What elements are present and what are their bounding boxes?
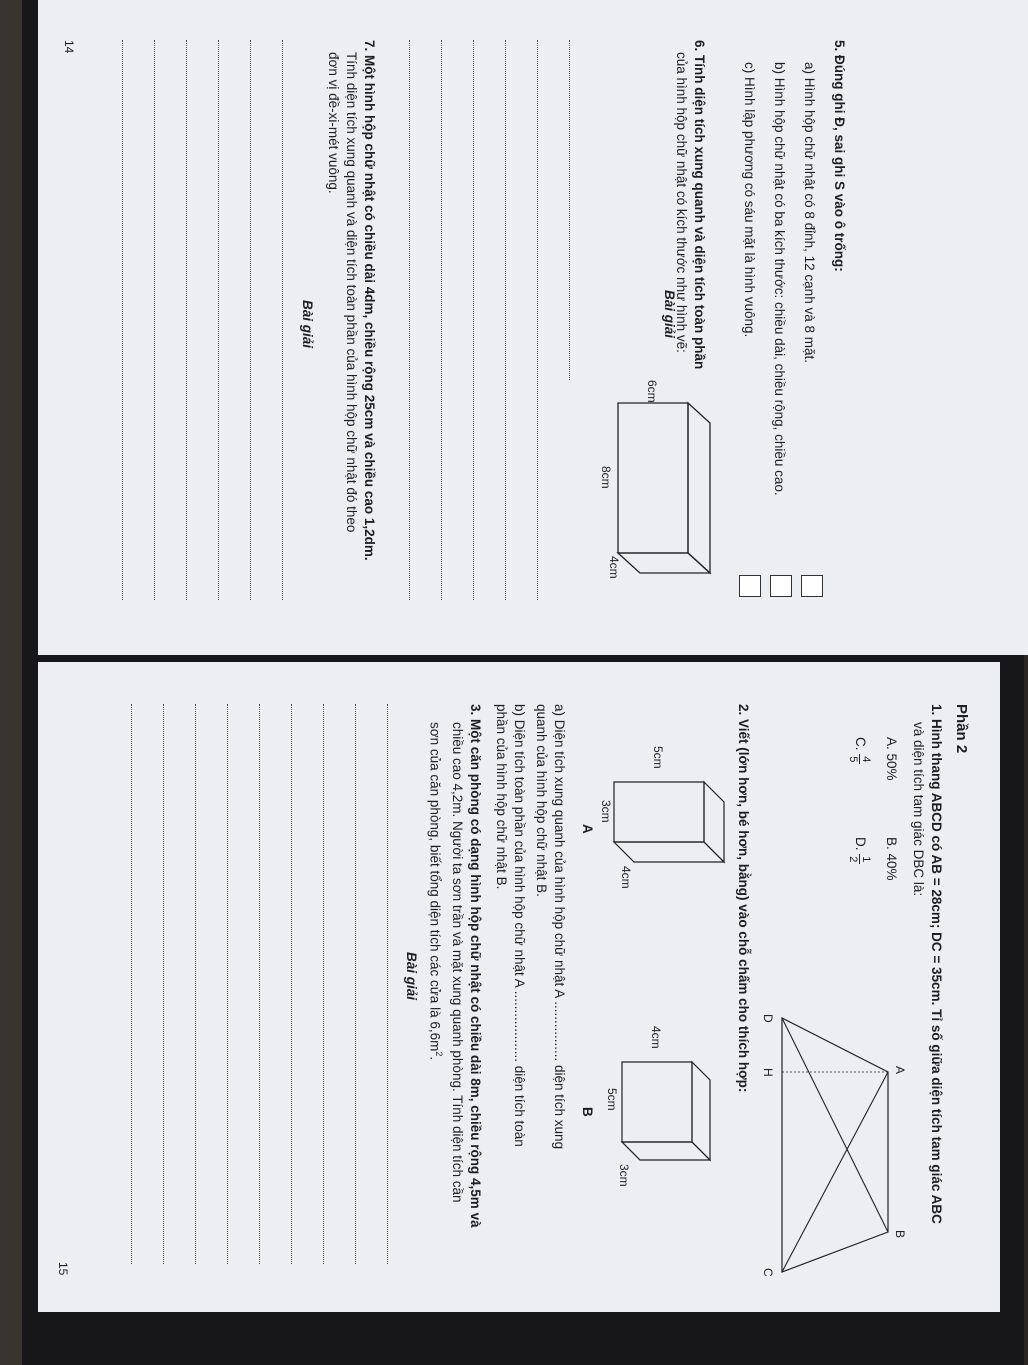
q3-superscript: 2 xyxy=(434,1051,444,1057)
q1-line2: và diện tích tam giác DBC là: xyxy=(911,722,926,897)
answer-line[interactable] xyxy=(323,704,324,1264)
answer-line[interactable] xyxy=(131,704,132,1264)
q6-title-line2: của hình hộp chữ nhật có kích thước như hình vẽ: xyxy=(674,52,689,353)
trapezoid-figure xyxy=(760,1002,910,1282)
answer-line[interactable] xyxy=(250,40,251,600)
fraction-4-5 xyxy=(847,754,872,764)
numerator: 4 xyxy=(860,756,872,763)
answer-line[interactable] xyxy=(441,40,442,600)
q3-line2: chiều cao 4,2m. Người ta sơn trần và mặt xung quanh phòng. Tính diện tích cần xyxy=(450,722,465,1203)
answer-line[interactable] xyxy=(259,704,260,1264)
diagonal-ac xyxy=(782,1072,888,1272)
answer-line[interactable] xyxy=(195,704,196,1264)
q3-line3 xyxy=(426,722,449,1060)
q2-title: 2. Viết (lớn hơn, bé hơn, bằng) vào chỗ chấm cho thích hợp: xyxy=(736,704,751,1093)
q1-option-b[interactable]: B. 40% xyxy=(884,837,899,881)
fraction-1-2 xyxy=(847,854,872,864)
q1-option-d[interactable] xyxy=(847,837,872,864)
vertex-c: C xyxy=(761,1268,775,1277)
box-b-figure xyxy=(602,1022,732,1202)
box-b-side xyxy=(622,1142,710,1160)
q3-bai-giai: Bài giải xyxy=(404,952,419,1001)
answer-line[interactable] xyxy=(355,704,356,1264)
box-a-height: 5cm xyxy=(651,746,665,769)
q5-item-c: c) Hình lập phương có sáu mặt là hình vuông. xyxy=(742,62,757,338)
vertex-b: B xyxy=(893,1230,907,1239)
q2-b-line1: b) Diện tích toàn phần của hình hộp chữ nhật A ................... diện tích toàn xyxy=(512,704,527,1147)
box-top-face xyxy=(688,403,710,573)
label-length: 8cm xyxy=(599,466,613,489)
answer-line[interactable] xyxy=(569,40,570,380)
q7-line1: 7. Một hình hộp chữ nhật có chiều dài 4dm, chiều rộng 25cm và chiều cao 1,2dm. xyxy=(362,40,377,561)
q5-item-b: b) Hình hộp chữ nhật có ba kích thước: chiều dài, chiều rộng, chiều cao. xyxy=(772,62,787,496)
answer-box-b[interactable] xyxy=(770,575,792,597)
answer-box-a[interactable] xyxy=(801,575,823,597)
q1-option-c-label: C. xyxy=(852,737,868,751)
q5-item-a: a) Hình hộp chữ nhật có 8 đỉnh, 12 cạnh và 8 mặt. xyxy=(802,62,817,363)
q7-line3: đơn vị đề-xi-mét vuông. xyxy=(326,52,341,194)
denominator: 5 xyxy=(847,756,859,763)
section-title: Phần 2 xyxy=(953,704,970,754)
box-a-top xyxy=(704,782,724,862)
q2-a-line1: a) Diện tích xung quanh của hình hộp chữ nhật A ................ diện tích xung xyxy=(552,704,567,1150)
q1-option-d-label: D. xyxy=(852,837,868,851)
box-a-depth: 4cm xyxy=(619,866,633,889)
box-a-side xyxy=(614,842,724,862)
answer-line[interactable] xyxy=(122,40,123,600)
answer-line[interactable] xyxy=(154,40,155,600)
diagonal-bd xyxy=(782,1018,888,1232)
q5-title: 5. Đúng ghi Đ, sai ghi S vào ô trống: xyxy=(832,40,847,272)
vertex-h: H xyxy=(761,1068,775,1077)
box-front-face xyxy=(618,403,688,553)
box-b-front xyxy=(622,1062,692,1142)
page-number-14: 14 xyxy=(62,40,76,54)
q3-line3-text: sơn của căn phòng, biết tổng diện tích các cửa là 6,6m xyxy=(427,722,443,1052)
q1-line1: 1. Hình thang ABCD có AB = 28cm; DC = 35cm. Tỉ số giữa diện tích tam giác ABC xyxy=(929,704,944,1224)
answer-line[interactable] xyxy=(186,40,187,600)
answer-line[interactable] xyxy=(387,704,388,1264)
vertex-d: D xyxy=(761,1014,775,1023)
left-page xyxy=(38,0,1028,655)
box-b-height: 4cm xyxy=(649,1026,663,1049)
answer-line[interactable] xyxy=(409,40,410,600)
answer-line[interactable] xyxy=(537,40,538,600)
answer-line[interactable] xyxy=(218,40,219,600)
box-b-width: 5cm xyxy=(605,1088,619,1111)
page-number-15: 15 xyxy=(56,1262,70,1276)
box-a-name: A xyxy=(580,824,595,834)
box-b-depth: 3cm xyxy=(617,1164,631,1187)
q3-line3-end: . xyxy=(427,1056,443,1061)
answer-line[interactable] xyxy=(473,40,474,600)
denominator: 2 xyxy=(847,856,859,863)
box-a-width: 3cm xyxy=(599,800,613,823)
box-a-figure xyxy=(599,742,732,912)
box-b-name: B xyxy=(580,1107,595,1117)
q2-b-line2: phần của hình hộp chữ nhật B. xyxy=(494,704,509,890)
answer-line[interactable] xyxy=(227,704,228,1264)
vertex-a: A xyxy=(893,1066,907,1075)
q6-bai-giai: Bài giải xyxy=(662,290,677,339)
numerator: 1 xyxy=(860,856,872,863)
right-page xyxy=(38,662,1000,1312)
box-side-face xyxy=(618,553,710,573)
answer-box-c[interactable] xyxy=(739,575,761,597)
label-width: 4cm xyxy=(607,556,621,579)
answer-line[interactable] xyxy=(282,40,283,600)
answer-line[interactable] xyxy=(291,704,292,1264)
label-height: 6cm xyxy=(645,380,659,403)
answer-line[interactable] xyxy=(163,704,164,1264)
answer-line[interactable] xyxy=(505,40,506,600)
q6-title-line1: 6. Tính diện tích xung quanh và diện tích toàn phần xyxy=(692,40,707,370)
q7-bai-giai: Bài giải xyxy=(300,300,315,349)
q7-line2: Tính diện tích xung quanh và diện tích toàn phần của hình hộp chữ nhật đó theo xyxy=(344,52,359,533)
q1-option-c[interactable] xyxy=(847,737,872,764)
trapezoid-abcd xyxy=(782,1018,888,1272)
q1-option-a[interactable]: A. 50% xyxy=(884,737,899,781)
q2-a-line2: quanh của hình hộp chữ nhật B. xyxy=(534,704,549,897)
box-a-front xyxy=(614,782,704,842)
q3-line1: 3. Một căn phòng có dạng hình hộp chữ nhật có chiều dài 8m, chiều rộng 4,5m và xyxy=(468,704,483,1228)
q6-box-figure xyxy=(598,378,728,578)
